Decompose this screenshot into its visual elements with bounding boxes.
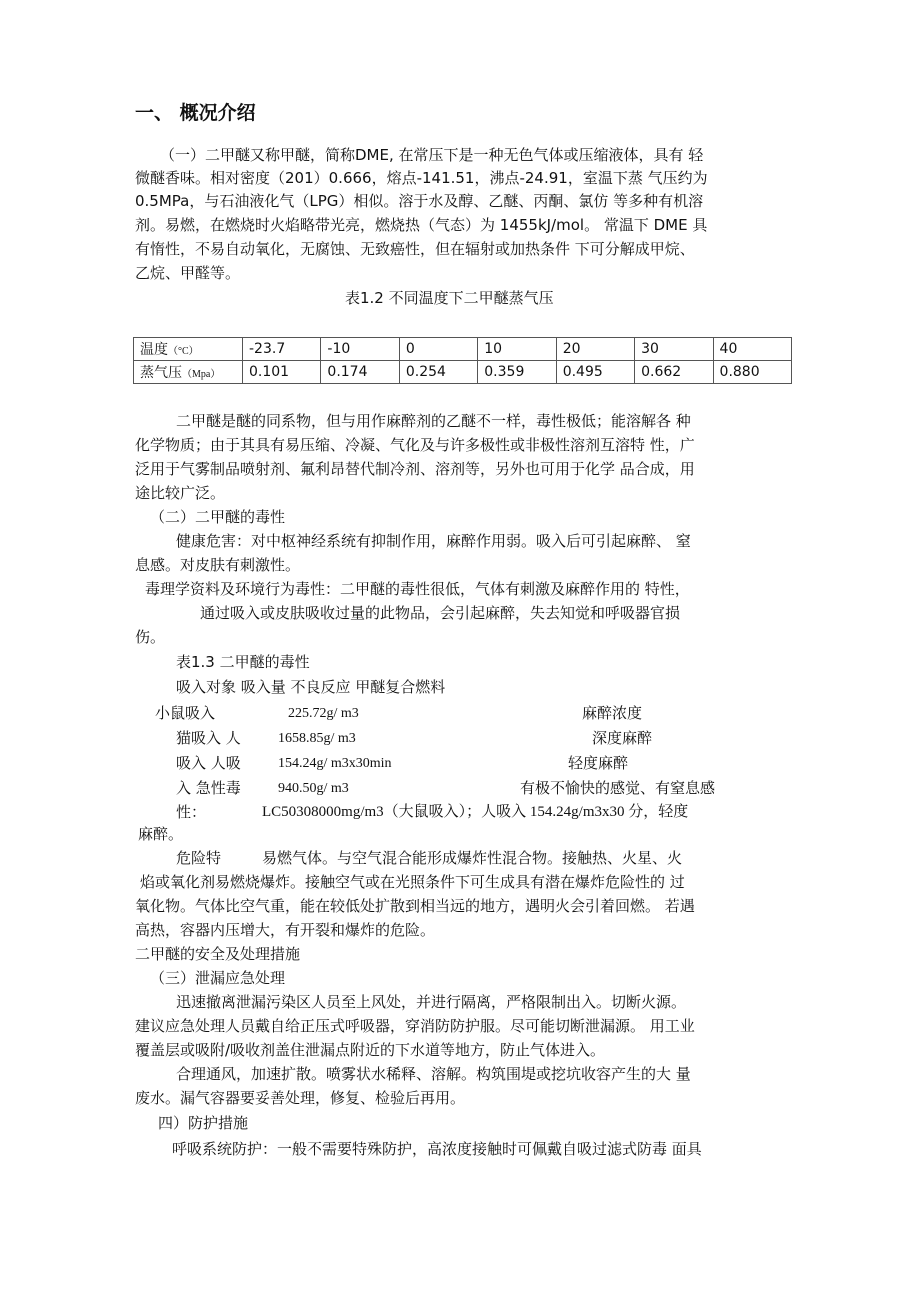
intro-line: （一）二甲醚又称甲醚，简称DME, 在常压下是一种无色气体或压缩液体，具有 轻 — [160, 146, 704, 164]
table-cell: 0.495 — [556, 361, 634, 384]
hazard-label: 危险特 — [176, 849, 222, 867]
tox-subject: 入 急性毒 — [176, 779, 241, 797]
usage-line: 泛用于气雾制品喷射剂、氟利昂替代制冷剂、溶剂等，另外也可用于化学 品合成，用 — [135, 460, 695, 478]
table-cell: 40 — [713, 338, 791, 361]
intro-line: 剂。易燃，在燃烧时火焰略带光亮，燃烧热（气态）为 1455kJ/mol。 常温下 DME 具 — [135, 216, 708, 234]
tox-effect: 有极不愉快的感觉、有窒息感 — [520, 779, 716, 797]
table-caption: 表1.2 不同温度下二甲醚蒸气压 — [345, 289, 554, 307]
usage-line: 化学物质；由于其具有易压缩、冷凝、气化及与许多极性或非极性溶剂互溶特 性，广 — [135, 436, 695, 454]
table-caption: 表1.3 二甲醚的毒性 — [176, 653, 310, 671]
intro-line: 有惰性，不易自动氧化，无腐蚀、无致癌性，但在辐射或加热条件 下可分解成甲烷、 — [135, 240, 695, 258]
section-title: 一、 概况介绍 — [135, 102, 256, 124]
env-line: 伤。 — [135, 628, 166, 646]
hazard-line: 易燃气体。与空气混合能形成爆炸性混合物。接触热、火星、火 — [262, 849, 683, 867]
tox-effect: 轻度麻醉 — [568, 754, 629, 772]
table-cell: 0.662 — [635, 361, 713, 384]
table-cell: 0.101 — [243, 361, 321, 384]
hazard-line: 氧化物。气体比空气重，能在较低处扩散到相当远的地方，遇明火会引着回燃。 若遇 — [135, 897, 695, 915]
table-row-label: 温度（°C） — [134, 338, 243, 361]
tox-amount: 154.24g/ m3x30min — [278, 756, 392, 771]
table-cell: 30 — [635, 338, 713, 361]
health-line: 息感。对皮肤有刺激性。 — [135, 556, 301, 574]
leak-line: 建议应急处理人员戴自给正压式呼吸器，穿消防防护服。尽可能切断泄漏源。 用工业 — [135, 1017, 695, 1035]
section-heading: 二甲醚的安全及处理措施 — [135, 945, 301, 963]
section-heading: 四）防护措施 — [158, 1114, 249, 1132]
table-cell: 0 — [399, 338, 477, 361]
table-cell: 10 — [478, 338, 556, 361]
section-heading: （二）二甲醚的毒性 — [150, 508, 286, 526]
acute-text: LC50308000mg/m3（大鼠吸入）；人吸入 154.24g/m3x30 分，轻度 — [262, 804, 689, 820]
tox-amount: 1658.85g/ m3 — [278, 731, 356, 746]
intro-line: 0.5MPa，与石油液化气（LPG）相似。溶于水及醇、乙醚、丙酮、氯仿 等多种有机溶 — [135, 192, 704, 210]
tox-subject: 小鼠吸入 — [155, 704, 216, 722]
tox-effect: 深度麻醉 — [592, 729, 653, 747]
usage-line: 途比较广泛。 — [135, 484, 226, 502]
table-cell: 0.359 — [478, 361, 556, 384]
table-row — [134, 361, 792, 384]
tox-subject: 吸入 人吸 — [176, 754, 241, 772]
hazard-line: 焰或氧化剂易燃烧爆炸。接触空气或在光照条件下可生成具有潜在爆炸危险性的 过 — [140, 873, 685, 891]
intro-line: 微醚香味。相对密度（201）0.666，熔点-141.51，沸点-24.91，室温下蒸 气压约为 — [135, 169, 708, 187]
vent-line: 废水。漏气容器要妥善处理，修复、检验后再用。 — [135, 1089, 466, 1107]
env-line: 毒理学资料及环境行为毒性：二甲醚的毒性很低，气体有刺激及麻醉作用的 特性， — [145, 580, 690, 598]
acute-prefix: 性： — [176, 803, 207, 821]
table-row-label: 蒸气压（Mpa） — [134, 361, 243, 384]
hazard-line: 高热，容器内压增大，有开裂和爆炸的危险。 — [135, 921, 436, 939]
health-line: 健康危害：对中枢神经系统有抑制作用，麻醉作用弱。吸入后可引起麻醉、 窒 — [176, 532, 691, 550]
vent-line: 合理通风，加速扩散。喷雾状水稀释、溶解。构筑围堤或挖坑收容产生的大 量 — [176, 1065, 691, 1083]
env-line: 通过吸入或皮肤吸收过量的此物品，会引起麻醉，失去知觉和呼吸器官损 — [200, 604, 681, 622]
table-cell: 0.174 — [321, 361, 399, 384]
usage-line: 二甲醚是醚的同系物，但与用作麻醉剂的乙醚不一样，毒性极低；能溶解各 种 — [176, 412, 691, 430]
protect-line: 呼吸系统防护：一般不需要特殊防护，高浓度接触时可佩戴自吸过滤式防毒 面具 — [172, 1140, 702, 1158]
section-heading: （三）泄漏应急处理 — [150, 969, 286, 987]
vapor-pressure-table — [133, 337, 792, 384]
tox-amount: 225.72g/ m3 — [288, 706, 359, 721]
table-cell: -10 — [321, 338, 399, 361]
tox-amount: 940.50g/ m3 — [278, 781, 349, 796]
table-header: 吸入对象 吸入量 不良反应 甲醚复合燃料 — [176, 678, 446, 696]
leak-line: 覆盖层或吸附/吸收剂盖住泄漏点附近的下水道等地方，防止气体进入。 — [135, 1041, 606, 1059]
tox-subject: 猫吸入 人 — [176, 729, 241, 747]
intro-line: 乙烷、甲醛等。 — [135, 264, 241, 282]
acute-end: 麻醉。 — [138, 825, 184, 843]
table-cell: 0.880 — [713, 361, 791, 384]
leak-line: 迅速撤离泄漏污染区人员至上风处，并进行隔离，严格限制出入。切断火源。 — [176, 993, 687, 1011]
table-cell: 0.254 — [399, 361, 477, 384]
table-row — [134, 338, 792, 361]
table-cell: 20 — [556, 338, 634, 361]
tox-effect: 麻醉浓度 — [582, 704, 643, 722]
table-cell: -23.7 — [243, 338, 321, 361]
